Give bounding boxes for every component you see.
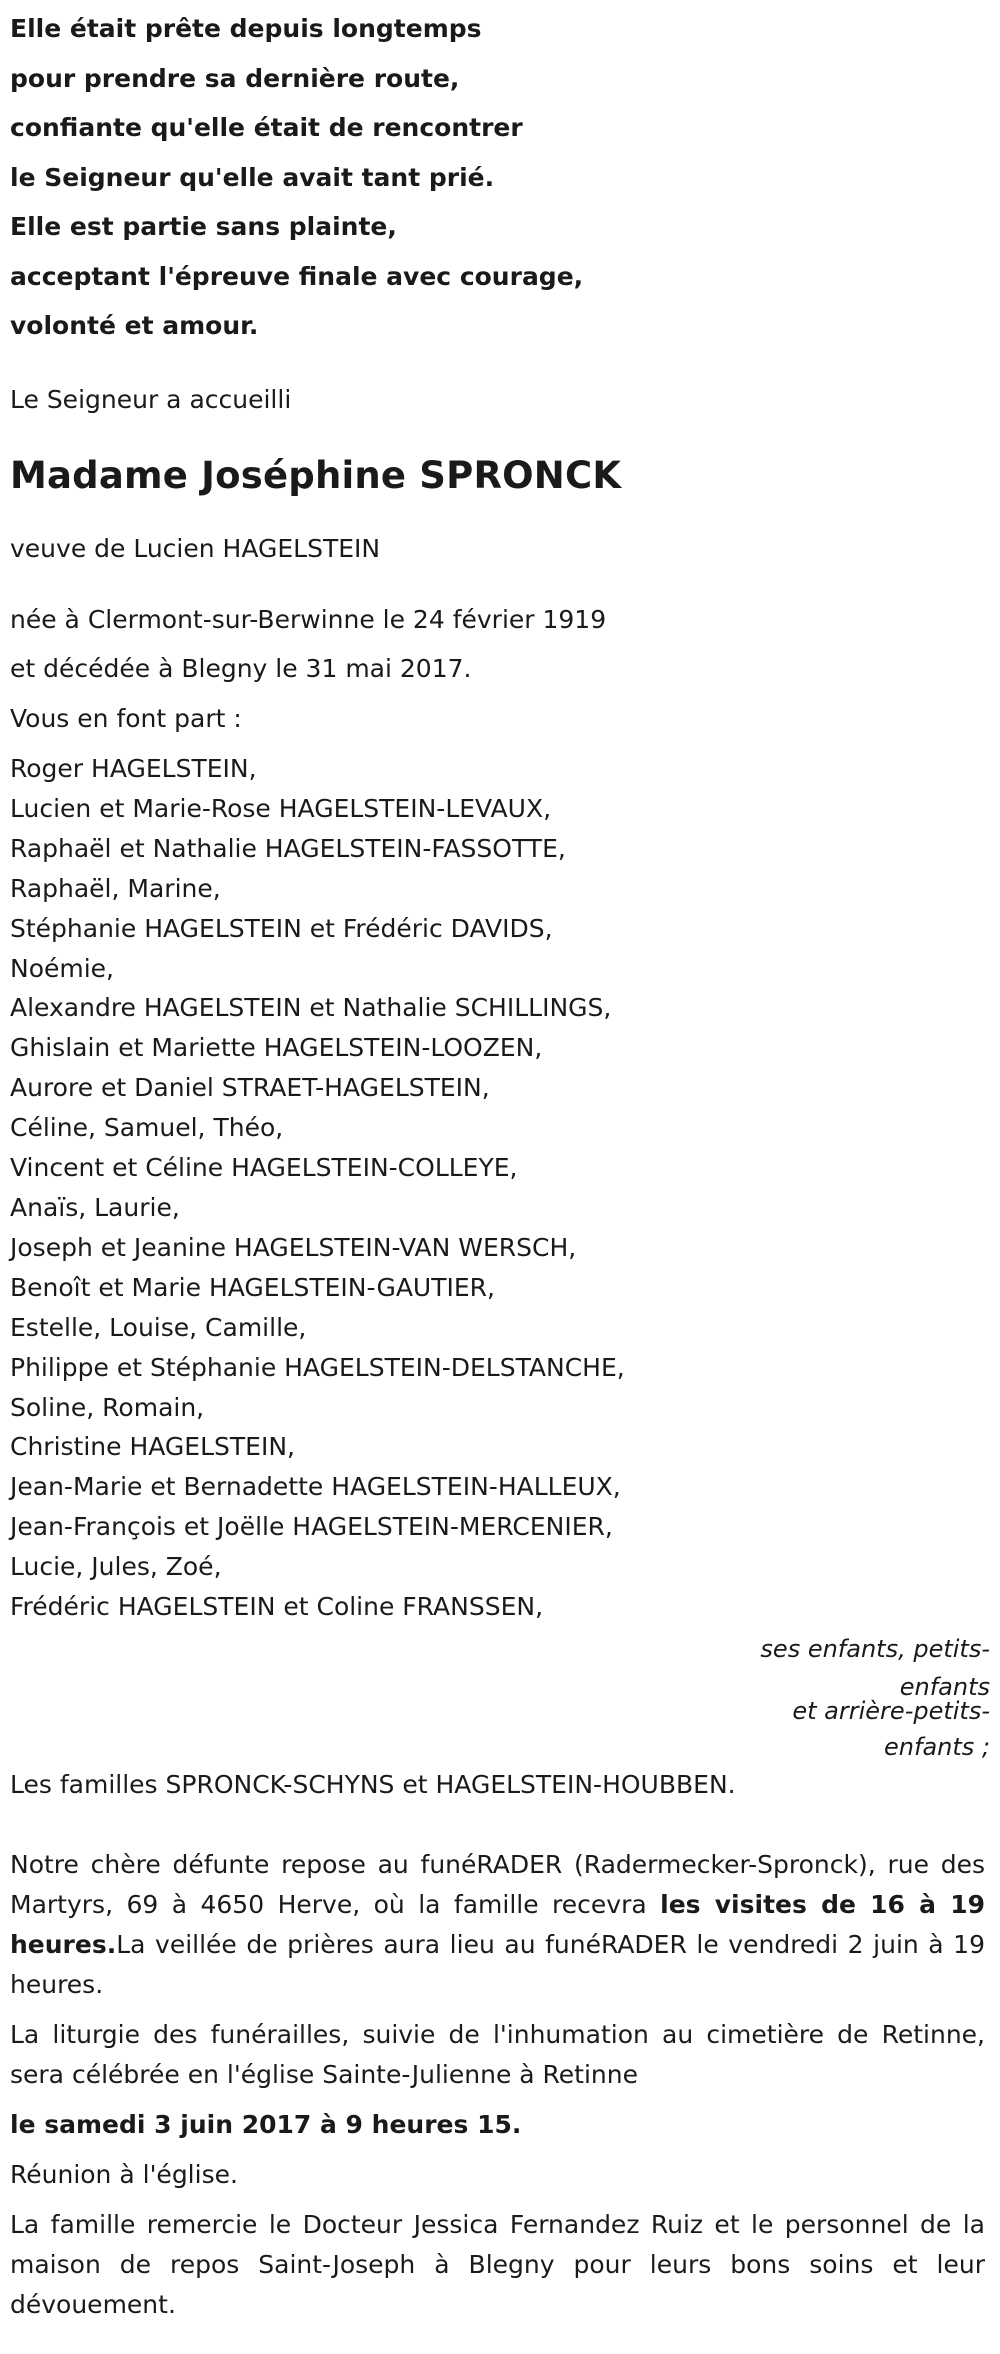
family-list	[10, 749, 990, 1627]
liturgy-paragraph: La liturgie des funérailles, suivie de l'inhumation au cimetière de Retinne, sera célébrée en l'église Sainte-Julienne à Retinne	[10, 2019, 985, 2089]
list-item: Frédéric HAGELSTEIN et Coline FRANSSEN,	[10, 1592, 544, 1622]
list-item: Raphaël, Marine,	[10, 873, 221, 903]
poem-line: confiante qu'elle était de rencontrer	[10, 113, 523, 142]
list-item: Jean-François et Joëlle HAGELSTEIN-MERCENIER,	[10, 1512, 613, 1542]
funeral-date: le samedi 3 juin 2017 à 9 heures 15.	[10, 2109, 522, 2139]
poem-line: Elle est partie sans plainte,	[10, 212, 397, 241]
vigil-text: La veillée de prières aura lieu au funéRADER le vendredi 2 juin à 19 heures.	[10, 1929, 985, 1999]
relation-line: ses enfants, petits-	[760, 1634, 990, 1663]
visitation-text: Notre chère défunte repose au funéRADER (Radermecker-Spronck), rue des Martyrs, 69 à 4650 Herve, où la famille recevra	[10, 1849, 985, 1919]
list-item: Ghislain et Mariette HAGELSTEIN-LOOZEN,	[10, 1033, 543, 1063]
poem-line: pour prendre sa dernière route,	[10, 63, 460, 93]
relations-note	[10, 1633, 990, 1761]
list-item: Jean-Marie et Bernadette HAGELSTEIN-HALLEUX,	[10, 1472, 621, 1502]
visitation-hours: les visites de 16 à 19 heures.	[10, 1889, 985, 1959]
list-item: Noémie,	[10, 953, 115, 983]
widow-of: veuve de Lucien HAGELSTEIN	[10, 533, 381, 563]
poem-line: Elle était prête depuis longtemps	[10, 14, 482, 43]
list-item: Stéphanie HAGELSTEIN et Frédéric DAVIDS,	[10, 913, 553, 943]
relation-line: enfants	[899, 1672, 990, 1701]
death-info: et décédée à Blegny le 31 mai 2017.	[10, 654, 472, 683]
visitation-paragraph	[10, 1845, 985, 2005]
poem-line: volonté et amour.	[10, 311, 259, 340]
birth-info: née à Clermont-sur-Berwinne le 24 février 1919	[10, 604, 607, 634]
relation-line: enfants ;	[884, 1732, 990, 1761]
list-item: Soline, Romain,	[10, 1392, 205, 1422]
list-item: Anaïs, Laurie,	[10, 1192, 180, 1222]
list-item: Estelle, Louise, Camille,	[10, 1312, 307, 1342]
announce-text: Vous en font part :	[10, 703, 242, 733]
list-item: Raphaël et Nathalie HAGELSTEIN-FASSOTTE,	[10, 833, 566, 863]
list-item: Vincent et Céline HAGELSTEIN-COLLEYE,	[10, 1153, 518, 1183]
list-item: Lucien et Marie-Rose HAGELSTEIN-LEVAUX,	[10, 793, 552, 823]
list-item: Philippe et Stéphanie HAGELSTEIN-DELSTANCHE,	[10, 1352, 625, 1382]
deceased-name: Madame Joséphine SPRONCK	[10, 453, 622, 497]
meeting-note: Réunion à l'église.	[10, 2159, 238, 2189]
thanks-paragraph: La famille remercie le Docteur Jessica Fernandez Ruiz et le personnel de la maison de repos Saint-Joseph à Blegny pour leurs bons soins et leur dévouement.	[10, 2209, 985, 2319]
list-item: Roger HAGELSTEIN,	[10, 754, 257, 783]
list-item: Aurore et Daniel STRAET-HAGELSTEIN,	[10, 1073, 490, 1103]
poem	[10, 4, 990, 351]
poem-line: le Seigneur qu'elle avait tant prié.	[10, 162, 495, 192]
list-item: Joseph et Jeanine HAGELSTEIN-VAN WERSCH,	[10, 1232, 577, 1262]
list-item: Christine HAGELSTEIN,	[10, 1432, 295, 1462]
intro-text: Le Seigneur a accueilli	[10, 384, 292, 414]
poem-line: acceptant l'épreuve finale avec courage,	[10, 261, 584, 291]
list-item: Alexandre HAGELSTEIN et Nathalie SCHILLINGS,	[10, 993, 612, 1023]
list-item: Lucie, Jules, Zoé,	[10, 1552, 222, 1582]
list-item: Céline, Samuel, Théo,	[10, 1113, 284, 1143]
list-item: Benoît et Marie HAGELSTEIN-GAUTIER,	[10, 1272, 495, 1302]
obituary	[10, 0, 990, 2325]
relation-line: et arrière-petits-	[792, 1696, 990, 1725]
other-families: Les familles SPRONCK-SCHYNS et HAGELSTEIN-HOUBBEN.	[10, 1769, 736, 1799]
